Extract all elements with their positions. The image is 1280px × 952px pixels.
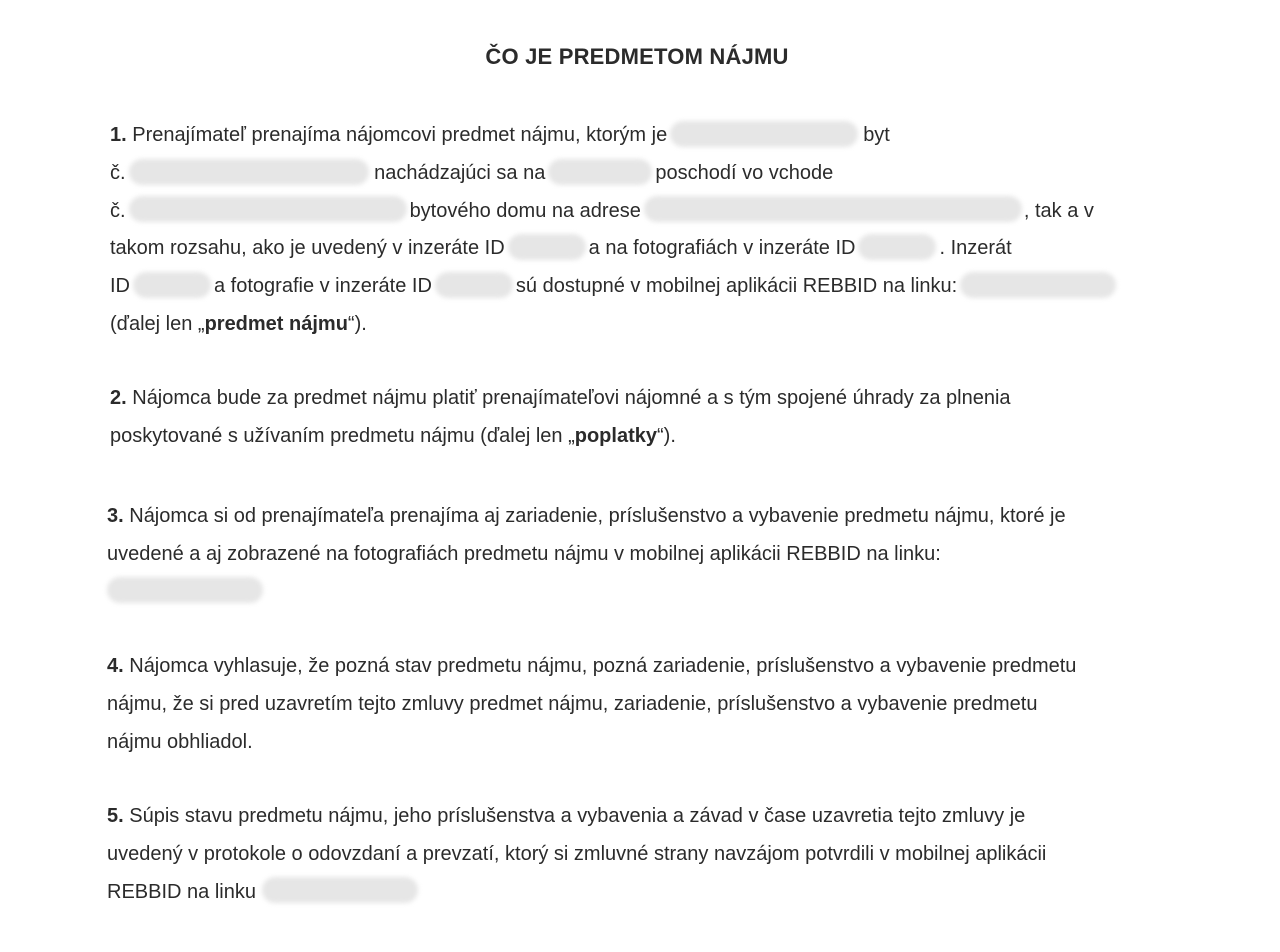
paragraph-1 [110, 117, 1116, 344]
paragraph-number: 5. [107, 805, 124, 827]
text: , tak a v [1023, 199, 1094, 222]
text: nachádzajúci sa na [368, 161, 546, 184]
text: takom rozsahu, ako je uvedený v inzeráte ID [110, 237, 505, 260]
redacted-field [508, 234, 586, 260]
paragraph-1-line-2 [110, 155, 1116, 193]
paragraph-number: 1. [110, 124, 127, 146]
text: Súpis stavu predmetu nájmu, jeho príslušenstva a vybavenia a závad v čase uzavretia tejto zmluvy je [123, 805, 1026, 827]
text: a fotografie v inzeráte ID [214, 275, 432, 298]
defined-term: predmet nájmu [204, 312, 348, 335]
text: nájmu, že si pred uzavretím tejto zmluvy predmet nájmu, zariadenie, príslušenstvo a vybavenie predmetu [107, 692, 1038, 715]
paragraph-1-line-1 [110, 117, 1116, 155]
paragraph-4-line-3 [107, 724, 1076, 762]
paragraph-5-line-3 [107, 874, 1046, 912]
paragraph-number: 4. [107, 655, 124, 677]
redacted-link [960, 272, 1116, 298]
text: “). [347, 312, 367, 335]
paragraph-4-line-2 [107, 686, 1076, 724]
paragraph-1-line-4 [110, 230, 1116, 268]
paragraph-3-line-3 [107, 574, 1066, 612]
paragraph-2-line-1 [110, 380, 1011, 418]
text: uvedený v protokole o odovzdaní a prevzatí, ktorý si zmluvné strany navzájom potvrdili v mobilnej aplikácii [107, 842, 1047, 865]
redacted-field [858, 234, 936, 260]
paragraph-1-line-6 [110, 306, 1116, 344]
paragraph-5-line-2 [107, 836, 1046, 874]
paragraph-5-line-1 [107, 798, 1046, 836]
text: (ďalej len „ [110, 312, 205, 335]
redacted-field [129, 196, 407, 222]
text: sú dostupné v mobilnej aplikácii REBBID na linku: [515, 275, 958, 298]
redacted-link [107, 577, 263, 603]
redacted-field [129, 159, 369, 185]
text: . Inzerát [939, 237, 1012, 260]
paragraph-number: 3. [107, 505, 124, 527]
text: poschodí vo vchode [655, 161, 834, 184]
text: byt [863, 124, 890, 146]
paragraph-3-line-1 [107, 498, 1066, 536]
paragraph-1-line-5 [110, 268, 1116, 306]
text: poskytované s užívaním predmetu nájmu (ďalej len „ [110, 424, 575, 447]
paragraph-4-line-1 [107, 648, 1076, 686]
text: ID [110, 275, 130, 298]
text: Nájomca vyhlasuje, že pozná stav predmetu nájmu, pozná zariadenie, príslušenstvo a vybavenie predmetu [123, 655, 1077, 677]
text: bytového domu na adrese [409, 199, 641, 222]
text: a na fotografiách v inzeráte ID [588, 237, 856, 260]
redacted-field [644, 196, 1022, 222]
text: Nájomca bude za predmet nájmu platiť prenajímateľovi nájomné a s tým spojené úhrady za plnenia [126, 387, 1011, 409]
paragraph-5 [107, 798, 1046, 911]
paragraph-3-line-2 [107, 536, 1066, 574]
text: uvedené a aj zobrazené na fotografiách predmetu nájmu v mobilnej aplikácii REBBID na linku: [107, 542, 941, 565]
redacted-field [435, 272, 513, 298]
paragraph-1-line-3 [110, 193, 1116, 231]
text: “). [657, 424, 676, 447]
defined-term: poplatky [574, 424, 657, 447]
text: č. [110, 161, 126, 184]
redacted-field [670, 121, 858, 147]
page-title: ČO JE PREDMETOM NÁJMU [485, 44, 789, 69]
paragraph-2-line-2 [110, 418, 1011, 456]
paragraph-4 [107, 648, 1076, 761]
text: REBBID na linku [107, 880, 256, 903]
redacted-link [262, 877, 418, 903]
paragraph-2 [110, 380, 1011, 456]
text: č. [110, 199, 126, 222]
text: nájmu obhliadol. [107, 730, 253, 753]
redacted-field [548, 159, 652, 185]
redacted-field [133, 272, 211, 298]
paragraph-3 [107, 498, 1066, 611]
text: Prenajímateľ prenajíma nájomcovi predmet nájmu, ktorým je [126, 124, 668, 146]
text: Nájomca si od prenajímateľa prenajíma aj zariadenie, príslušenstvo a vybavenie predmetu nájmu, ktoré je [123, 505, 1066, 527]
paragraph-number: 2. [110, 387, 127, 409]
